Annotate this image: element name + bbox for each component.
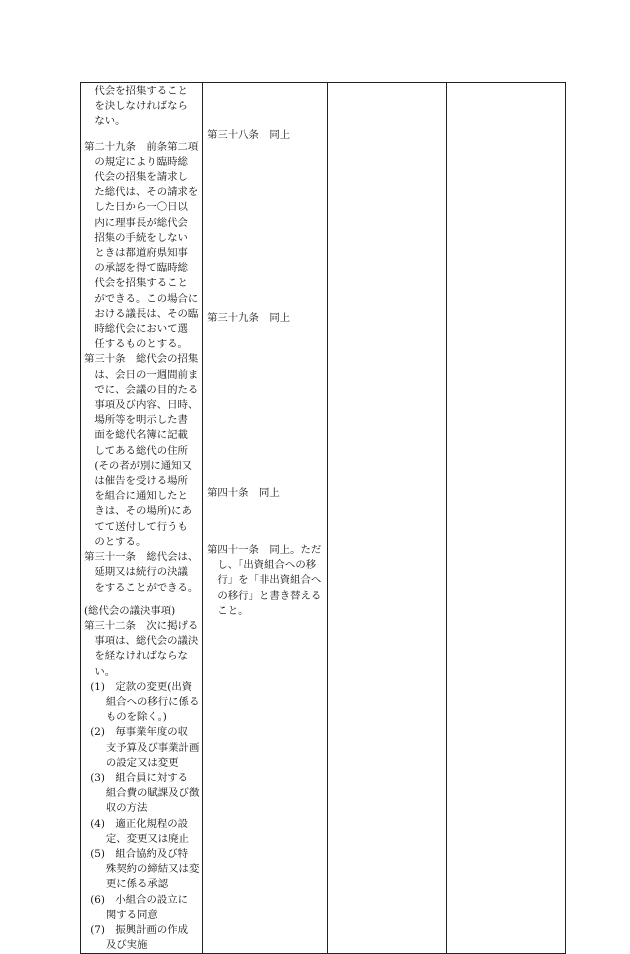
article-31: 第三十一条 総代会は、 延期又は続行の決議 をすることができる。 (84, 551, 199, 594)
continued-text: 代会を招集すること を決しなければなら ない。 (94, 85, 188, 128)
article-30: 第三十条 総代会の招集 は、会日の一週間前ま でに、会議の目的たる 事項及び内容、日時、 場所等を明示した書 面を総代名簿に記載 してある総代の住所 (その者が別に通知又 は催告を受ける場所 を組合に通知したと きは、その場所)にあ てて送付して行うも のとする。 (84, 353, 199, 548)
list-item: (1) 定款の変更(出資 組合への移行に係る ものを除く。) (90, 680, 200, 724)
list (84, 680, 200, 954)
column-empty-3 (328, 83, 447, 954)
ref-article-40: 第四十条 同上 (207, 487, 280, 499)
column-empty-4 (447, 83, 566, 954)
ref-article-38: 第三十八条 同上 (207, 129, 291, 141)
article-29: 第二十九条 前条第二項 の規定により臨時総 代会の招集を請求し た総代は、その請求を した日から一〇日以 内に理事長が総代会 招集の手続をしない ときは都道府県知事 の承認を得て臨時総 代会を招集すること ができる。この場合に おける議長は、その臨 時総代会において選 任するものとする。 (84, 140, 199, 351)
section-heading: (総代会の議決事項) (84, 604, 176, 617)
column-reference (203, 83, 328, 954)
list-item: (2) 毎事業年度の収 支予算及び事業計画 の設定又は変更 (90, 726, 200, 769)
column-current-articles (81, 83, 203, 954)
list-item: (5) 組合協約及び特 殊契約の締結又は変 更に係る承認 (90, 847, 200, 891)
ref-article-41: 第四十一条 同上。ただ し、「出資組合への移 行」を「非出資組合へ の移行」と書き替える こと。 (207, 544, 322, 617)
article-32: 第三十二条 次に掲げる 事項は、総代会の議決 を経なければならな い。 (1) 定款の変更(出資 組合への移行に係る ものを除く。) (2) 毎事業年度の収 支予算及び事業計画 の設定又は変更 (3) 組合員に対する 組合費の賦課及び徴 収の方法 (4) 適正化規程の設 定、変更又は廃止 (5) 組合協約及び特 殊契約の締結又は変 更に係る承認 (6) 小組合の設立に 関する同意 (7) 振興計画の作成 及び実施 (84, 619, 200, 953)
list-item: (7) 振興計画の作成 及び実施 (90, 923, 189, 952)
table-row (81, 83, 566, 954)
comparison-table (80, 82, 566, 954)
list-item: (4) 適正化規程の設 定、変更又は廃止 (90, 817, 189, 845)
list-item: (3) 組合員に対する 組合費の賦課及び徴 収の方法 (90, 771, 200, 815)
ref-article-39: 第三十九条 同上 (207, 312, 291, 324)
list-item: (6) 小組合の設立に 関する同意 (90, 893, 189, 921)
